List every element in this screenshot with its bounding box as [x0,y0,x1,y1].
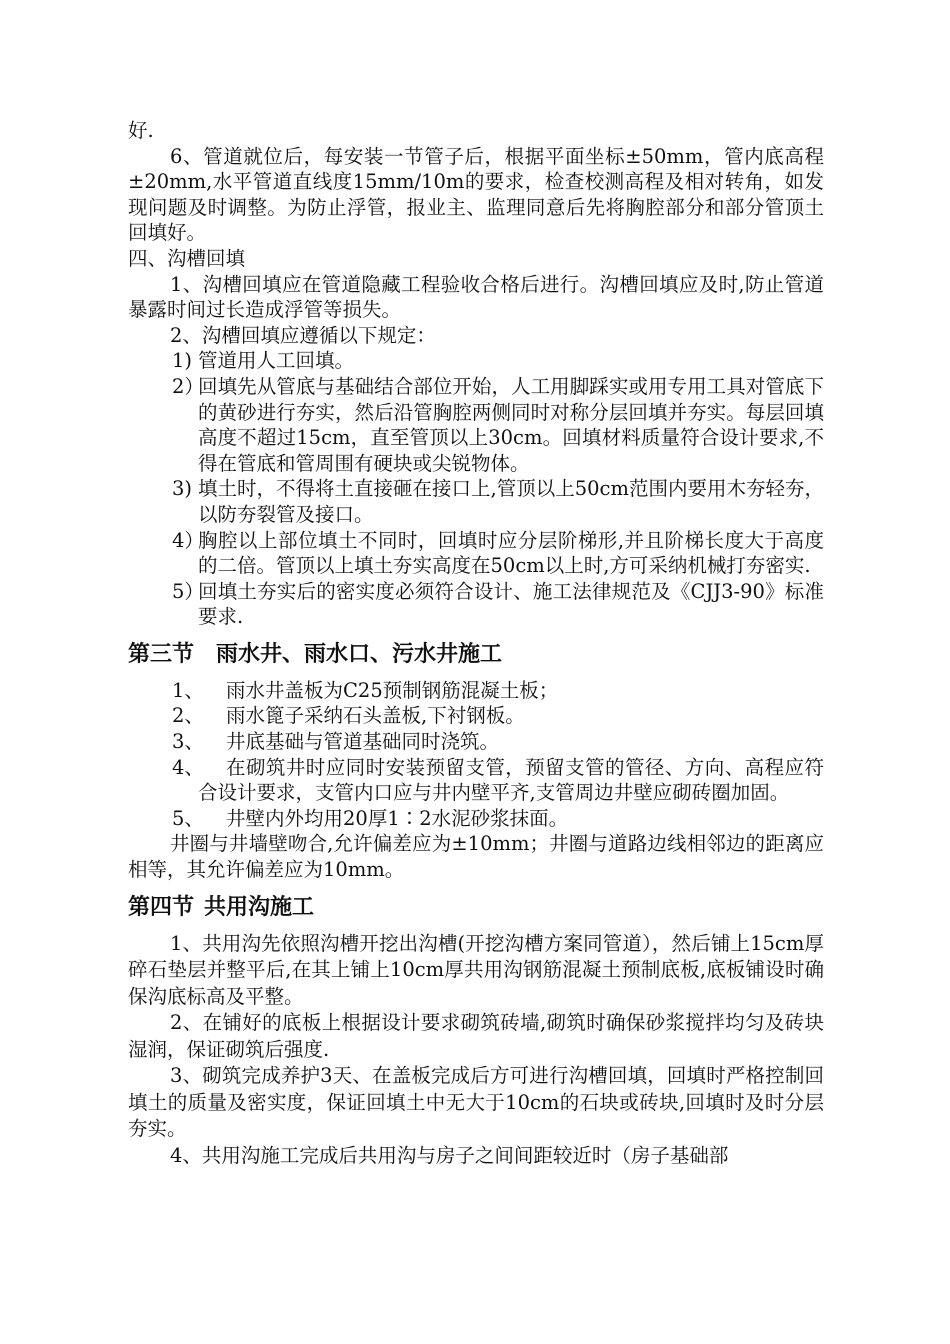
paragraph: 4、共用沟施工完成后共用沟与房子之间间距较近时（房子基础部 [170,1143,729,1167]
paragraph-item-6: 6、管道就位后，每安装一节管子后，根据平面坐标±50mm，管内底高程±20mm,水平管道直线度15mm/10m的要求，检查校测高程及相对转角，如发现问题及时调整。为防止浮管，报业主、监理同意后先将胸腔部分和部分管顶土回填好。 [128,144,824,245]
section-3-title: 雨水井、雨水口、污水井施工 [216,641,503,667]
list-item-text: 回填土夯实后的密实度必须符合设计、施工法律规范及《CJJ3-90》标准要求. [198,579,824,629]
list-item-text: 回填先从管底与基础结合部位开始，人工用脚踩实或用专用工具对管底下的黄砂进行夯实，然后沿管胸腔两侧同时对称分层回填并夯实。每层回填高度不超过15cm，直至管顶以上30cm。回填材料质量符合设计要求,不得在管底和管周围有硬块或尖锐物体。 [198,374,824,475]
list-item-number: 2） [172,374,204,398]
paragraph-backfill-2: 2、沟槽回填应遵循以下规定： [170,323,436,347]
list-item [128,476,824,527]
list-item [128,806,824,832]
section-3-heading [128,640,824,670]
list-item [128,348,824,374]
list-item [128,678,824,704]
section-4-heading [128,893,824,923]
section-3-closing-paragraph: 井圈与井墙壁吻合,允许偏差应为±10mm；井圈与道路边线相邻边的距离应相等，其允许偏差应为10mm。 [128,832,824,882]
list-item-number: 4、 [172,755,204,779]
list-item-text: 填土时，不得将土直接砸在接口上,管顶以上50cm范围内要用木夯轻夯，以防夯裂管及接口。 [198,477,824,526]
list-item-number: 3) [172,477,193,501]
list-item [128,729,824,755]
section-heading-backfill: 四、沟槽回填 [128,246,246,270]
list-item [128,579,824,630]
list-item-number: 2、 [172,704,204,728]
section-4-number: 第四节 [128,894,195,920]
list-item-text: 雨水篦子采纳石头盖板,下衬钢板。 [226,704,525,728]
section-3-number: 第三节 [128,641,195,667]
list-item-number: 4） [172,528,204,552]
section-3-list [128,678,824,832]
list-item-text: 胸腔以上部位填土不同时，回填时应分层阶梯形,并且阶梯长度大于高度的二倍。管顶以上填土夯实高度在50cm以上时,方可采纳机械打夯密实. [198,528,824,578]
section-4-body [128,931,824,1170]
backfill-rules-list [128,348,824,630]
list-item-text: 雨水井盖板为C25预制钢筋混凝土板； [226,678,559,702]
list-item-text: 井底基础与管道基础同时浇筑。 [226,730,500,754]
list-item [128,703,824,729]
list-item [128,374,824,476]
paragraph: 3、砌筑完成养护3天、在盖板完成后方可进行沟槽回填，回填时严格控制回填土的质量及密实度，保证回填土中无大于10cm的石块或砖块,回填时及时分层夯实。 [128,1064,824,1141]
list-item-text: 管道用人工回填。 [198,349,355,373]
list-item-number: 5、 [172,806,204,830]
list-item [128,755,824,806]
paragraph: 2、在铺好的底板上根据设计要求砌筑砖墙,砌筑时确保砂浆搅拌均匀及砖块湿润，保证砌筑后强度. [128,1011,824,1061]
paragraph: 1、共用沟先依照沟槽开挖出沟槽(开挖沟槽方案同管道），然后铺上15cm厚碎石垫层并整平后,在其上铺上10cm厚共用沟钢筋混凝土预制底板,底板铺设时确保沟底标高及平整。 [128,931,824,1008]
document-page [128,118,824,1169]
paragraph-backfill-1: 1、沟槽回填应在管道隐藏工程验收合格后进行。沟槽回填应及时,防止管道暴露时间过长造成浮管等损失。 [128,272,824,322]
list-item-number: 1、 [172,678,204,702]
list-item [128,528,824,579]
list-item-number: 1) [172,349,193,373]
section-4-title: 共用沟施工 [204,894,315,920]
list-item-text: 井壁内外均用20厚1∶2水泥砂浆抹面。 [226,806,569,830]
list-item-number: 3、 [172,730,204,754]
paragraph-continuation: 好. [128,119,154,142]
list-item-text: 在砌筑井时应同时安装预留支管，预留支管的管径、方向、高程应符合设计要求，支管内口应与井内壁平齐,支管周边井壁应砌砖圈加固。 [198,755,824,805]
list-item-number: 5） [172,579,204,603]
